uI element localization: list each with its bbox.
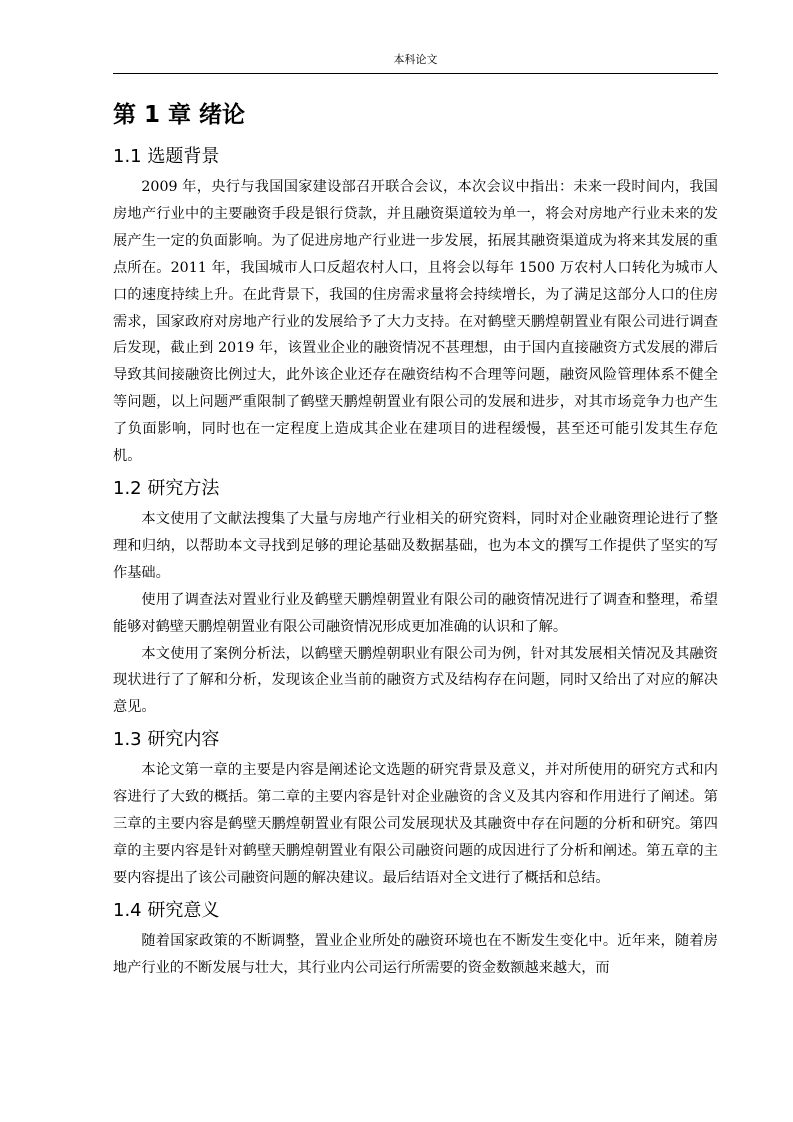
- section-title: 1.1 选题背景: [113, 146, 220, 167]
- header-divider: [113, 73, 718, 74]
- section-title: 1.4 研究意义: [113, 899, 220, 921]
- running-header: 本科论文: [393, 53, 438, 66]
- paragraph: 本文使用了案例分析法，以鹤壁天鹏煌朝职业有限公司为例，针对其发展相关情况及其融资现状进行了了解和分析，发现该企业当前的融资方式及结构存在问题，同时又给出了对应的解决意见。: [113, 645, 718, 716]
- paragraph: 随着国家政策的不断调整，置业企业所处的融资环境也在不断发生变化中。近年来，随着房地产行业的不断发展与壮大，其行业内公司运行所需要的资金数额越来越大，而: [113, 932, 718, 976]
- paragraph: 使用了调查法对置业行业及鹤壁天鹏煌朝置业有限公司的融资情况进行了调查和整理，希望能够对鹤壁天鹏煌朝置业有限公司融资情况形成更加准确的认识和了解。: [113, 591, 718, 635]
- section-title: 1.2 研究方法: [113, 477, 220, 499]
- section-background: [113, 142, 718, 470]
- page-body: [113, 98, 718, 986]
- section-methods: [113, 474, 718, 721]
- paragraph: 2009 年，央行与我国国家建设部召开联合会议，本次会议中指出：未来一段时间内，我国房地产行业中的主要融资手段是银行贷款，并且融资渠道较为单一，将会对房地产行业未来的发展产生一定的负面影响。为了促进房地产行业进一步发展，拓展其融资渠道成为将来其发展的重点所在。2011 年，我国城市人口反超农村人口，且将会以每年 1500 万农村人口转化为城市人口的速度持续上升。在此背景下，我国的住房需求量将会持续增长，为了满足这部分人口的住房需求，国家政府对房地产行业的发展给予了大力支持。在对鹤壁天鹏煌朝置业有限公司进行调查后发现，截止到 2019 年，该置业企业的融资情况不甚理想，由于国内直接融资方式发展的滞后导致其间接融资比例过大，此外该企业还存在融资结构不合理等问题，融资风险管理体系不健全等问题，以上问题严重限制了鹤壁天鹏煌朝置业有限公司的发展和进步，对其市场竞争力也产生了负面影响，同时也在一定程度上造成其企业在建项目的进程缓慢，甚至还可能引发其生存危机。: [113, 179, 718, 465]
- section-content: [113, 725, 718, 892]
- section-title: 1.3 研究内容: [113, 729, 220, 751]
- chapter-title: 第 1 章 绪论: [113, 102, 246, 128]
- paragraph: 本文使用了文献法搜集了大量与房地产行业相关的研究资料，同时对企业融资理论进行了整理和归纳，以帮助本文寻找到足够的理论基础及数据基础，也为本文的撰写工作提供了坚实的写作基础。: [113, 510, 718, 581]
- section-significance: [113, 896, 718, 982]
- paragraph: 本论文第一章的主要是内容是阐述论文选题的研究背景及意义，并对所使用的研究方式和内容进行了大致的概括。第二章的主要内容是针对企业融资的含义及其内容和作用进行了阐述。第三章的主要内容是鹤壁天鹏煌朝置业有限公司发展现状及其融资中存在问题的分析和研究。第四章的主要内容是针对鹤壁天鹏煌朝置业有限公司融资问题的成因进行了分析和阐述。第五章的主要内容提出了该公司融资问题的解决建议。最后结语对全文进行了概括和总结。: [113, 762, 718, 886]
